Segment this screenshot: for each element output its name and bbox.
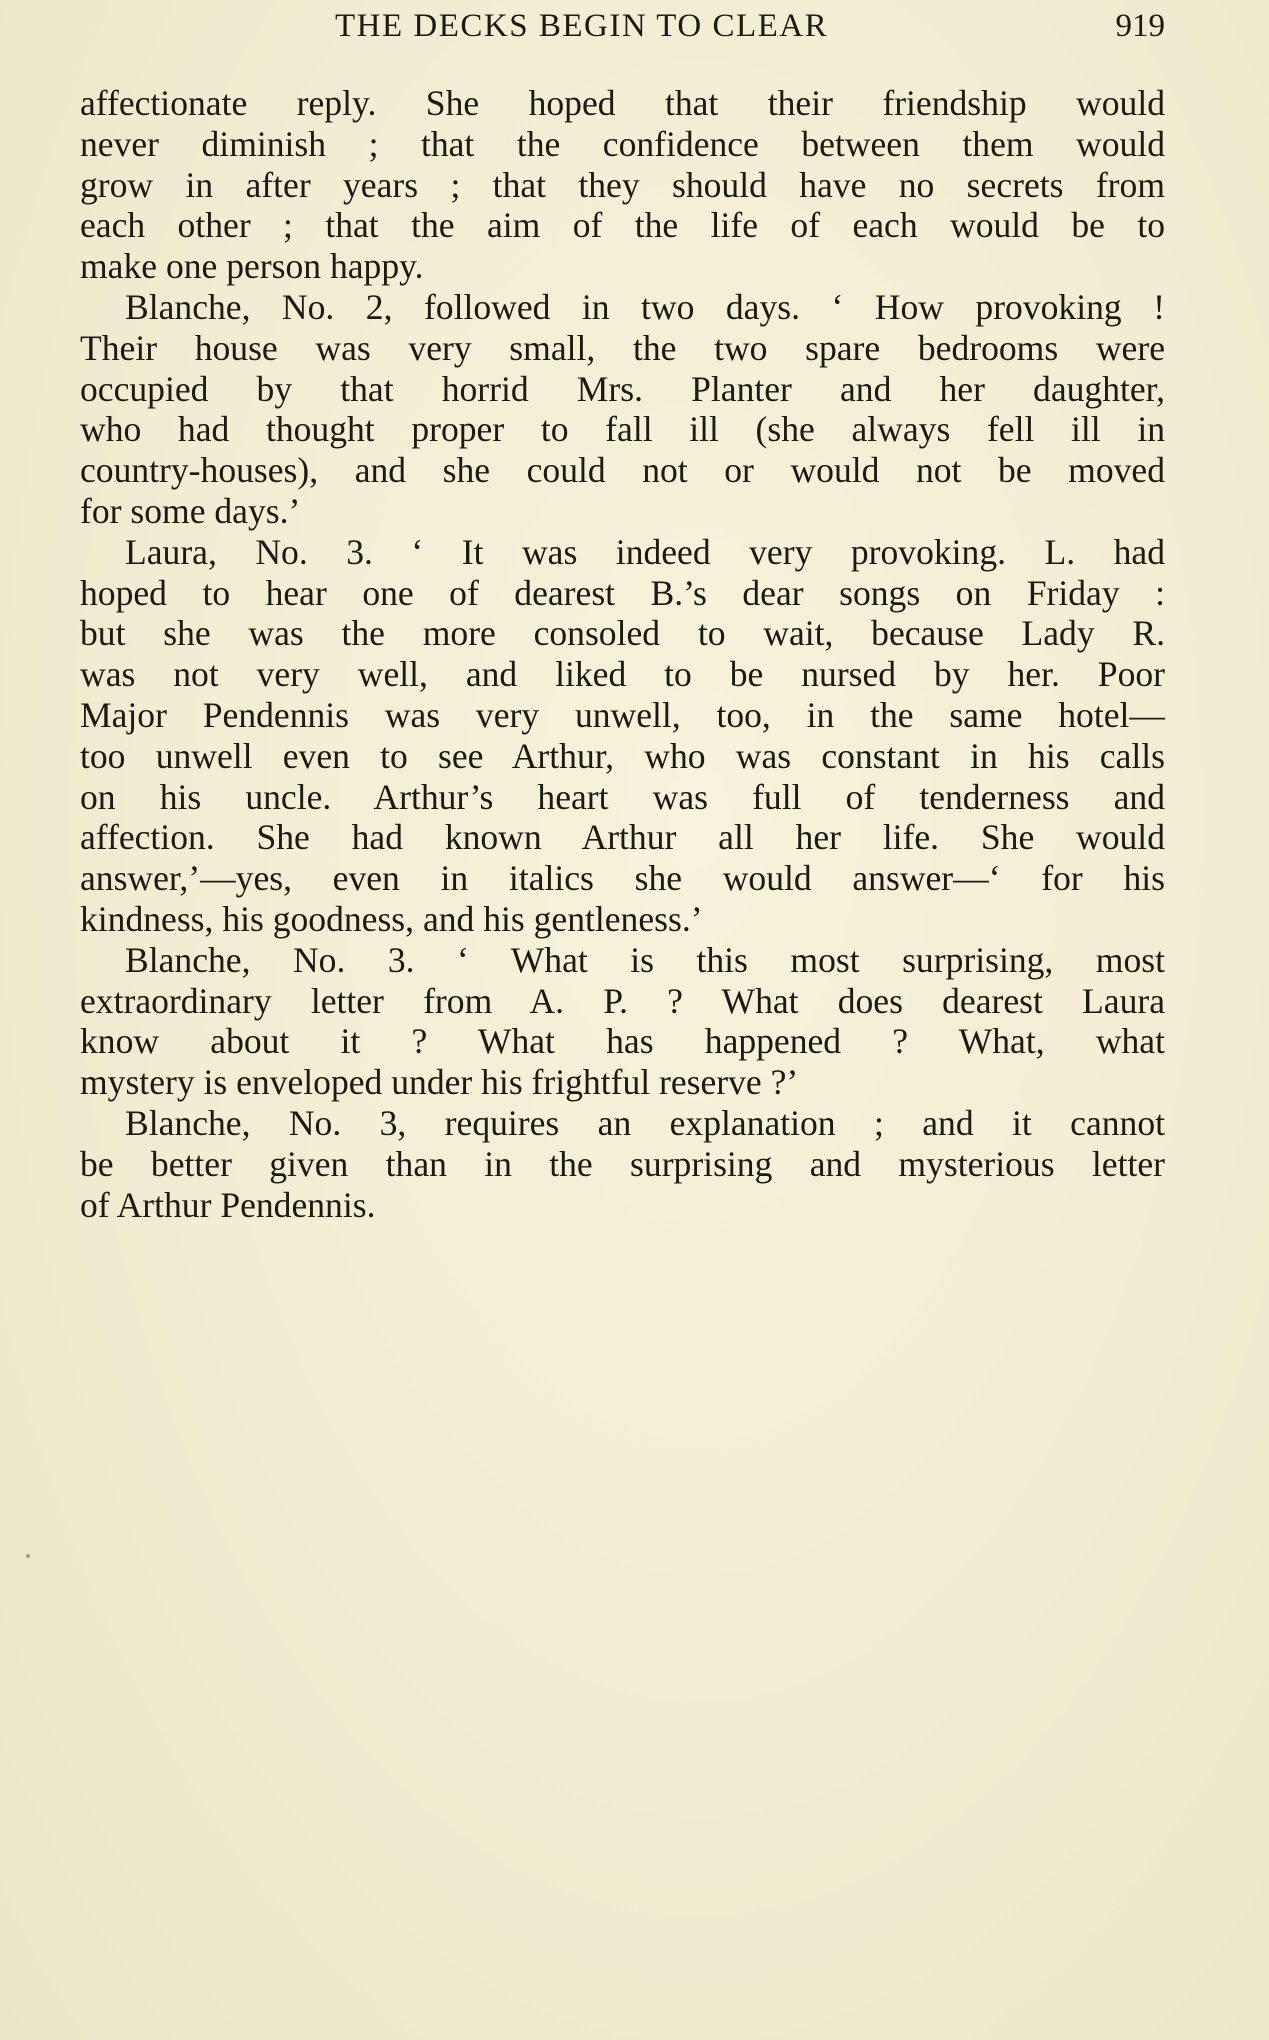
text-line: country-houses), and she could not or would not be moved	[80, 450, 1165, 491]
text-line: kindness, his goodness, and his gentleness.’	[80, 898, 703, 939]
running-head	[80, 8, 1165, 48]
text-line: make one person happy.	[80, 246, 424, 287]
text-line: grow in after years ; that they should have no secrets from	[80, 164, 1165, 205]
text-line: extraordinary letter from A. P. ? What does dearest Laura	[80, 980, 1165, 1021]
text-line: occupied by that horrid Mrs. Planter and her daughter,	[80, 368, 1165, 409]
page-number: 919	[1115, 8, 1165, 44]
paper-speck	[26, 1554, 30, 1558]
text-line: Blanche, No. 2, followed in two days. ‘ How provoking !	[125, 286, 1165, 327]
text-line: know about it ? What has happened ? What, what	[80, 1021, 1165, 1062]
text-line: hoped to hear one of dearest B.’s dear songs on Friday :	[80, 572, 1165, 613]
text-line: was not very well, and liked to be nursed by her. Poor	[80, 654, 1165, 695]
text-line: mystery is enveloped under his frightful reserve ?’	[80, 1062, 799, 1103]
body-text	[80, 83, 1165, 1225]
text-line: Blanche, No. 3, requires an explanation ; and it cannot	[125, 1102, 1165, 1143]
text-line: for some days.’	[80, 490, 301, 531]
text-line: be better given than in the surprising and mysterious letter	[80, 1143, 1165, 1184]
text-line: too unwell even to see Arthur, who was constant in his calls	[80, 735, 1165, 776]
text-line: affection. She had known Arthur all her life. She would	[80, 817, 1165, 858]
text-line: answer,’—yes, even in italics she would answer—‘ for his	[80, 858, 1165, 899]
text-line: affectionate reply. She hoped that their friendship would	[80, 83, 1165, 123]
text-line: but she was the more consoled to wait, because Lady R.	[80, 613, 1165, 654]
text-line: on his uncle. Arthur’s heart was full of tenderness and	[80, 776, 1165, 817]
text-line: each other ; that the aim of the life of each would be to	[80, 205, 1165, 246]
text-line: of Arthur Pendennis.	[80, 1184, 376, 1225]
text-line: Their house was very small, the two spare bedrooms were	[80, 327, 1165, 368]
text-line: who had thought proper to fall ill (she always fell ill in	[80, 409, 1165, 450]
text-line: Laura, No. 3. ‘ It was indeed very provoking. L. had	[125, 531, 1165, 572]
running-title: THE DECKS BEGIN TO CLEAR	[335, 8, 829, 44]
text-line: never diminish ; that the confidence between them would	[80, 123, 1165, 164]
text-line: Blanche, No. 3. ‘ What is this most surprising, most	[125, 939, 1165, 980]
text-line: Major Pendennis was very unwell, too, in the same hotel—	[80, 694, 1165, 735]
